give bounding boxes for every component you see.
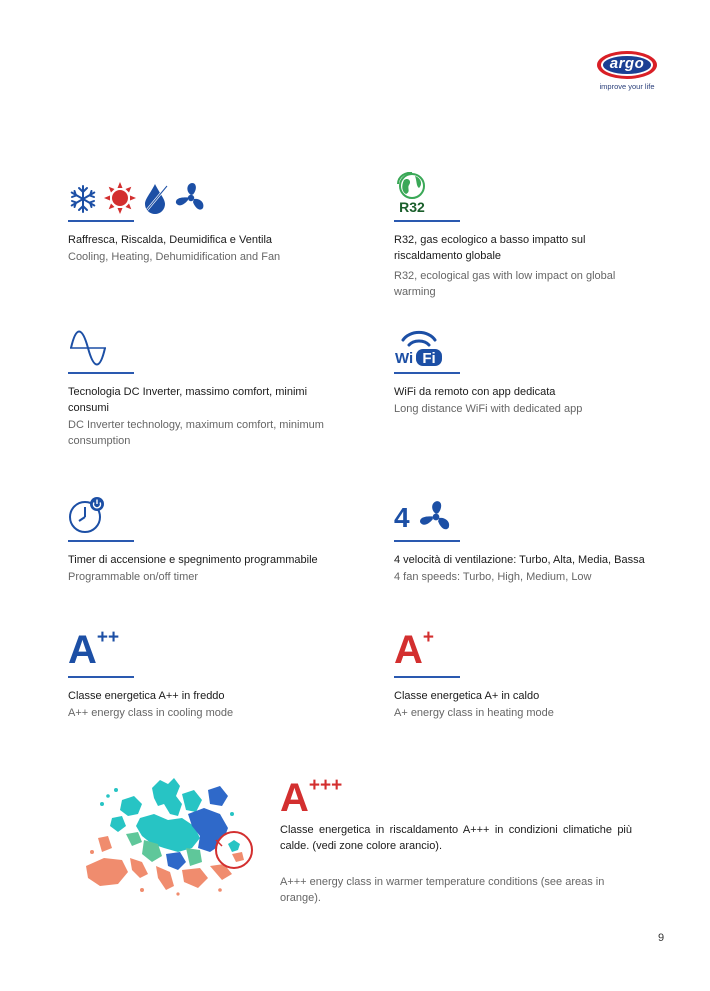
feature-wifi-it: WiFi da remoto con app dedicata (394, 386, 556, 398)
feature-cooling-class-it: Classe energetica A++ in freddo (68, 690, 225, 702)
feature-r32-en: R32, ecological gas with low impact on global warming (394, 270, 616, 298)
energy-class-warm (280, 775, 632, 822)
feature-fan-speeds-it: 4 velocità di ventilazione: Turbo, Alta, Media, Bassa (394, 554, 645, 566)
logo-word: argo (609, 55, 645, 72)
brand-logo (592, 48, 662, 96)
fan-icon (174, 182, 208, 214)
energy-class-heating-letter: A (394, 628, 423, 672)
fan-speed-number: 4 (394, 502, 410, 533)
page-number: 9 (658, 932, 665, 944)
feature-heating-class-it: Classe energetica A+ in caldo (394, 690, 540, 702)
feature-modes-en: Cooling, Heating, Dehumidification and Fan (68, 251, 281, 263)
feature-modes-it: Raffresca, Riscalda, Deumidifica e Ventila (68, 234, 273, 246)
sun-icon (104, 182, 136, 214)
feature-cooling-class (68, 620, 368, 721)
feature-modes (68, 164, 368, 265)
feature-timer (68, 484, 368, 585)
feature-wifi (394, 316, 694, 417)
logo-tagline: improve your life (599, 82, 655, 91)
feature-heating-warm-it: Classe energetica in riscaldamento A+++ in condizioni climatiche più calde. (vedi zone colore arancio). (280, 824, 632, 852)
feature-fan-speeds-en: 4 fan speeds: Turbo, High, Medium, Low (394, 571, 592, 583)
wifi-icon (394, 328, 444, 366)
r32-badge: R32 (399, 199, 425, 214)
feature-timer-en: Programmable on/off timer (68, 571, 199, 583)
energy-class-warm-sup: +++ (308, 775, 343, 796)
droplet-icon (142, 182, 168, 214)
europe-climate-map (82, 774, 258, 898)
feature-heating-warm-en: A+++ energy class in warmer temperature conditions (see areas in orange). (280, 876, 605, 904)
sine-wave-icon (68, 330, 108, 366)
feature-inverter (68, 316, 326, 449)
feature-inverter-en: DC Inverter technology, maximum comfort, minimum consumption (68, 419, 324, 447)
feature-r32 (394, 164, 639, 300)
feature-heating-class (394, 620, 694, 721)
feature-r32-it: R32, gas ecologico a basso impatto sul riscaldamento globale (394, 234, 586, 262)
wifi-label-wi: Wi (395, 350, 414, 366)
energy-class-heating-sup: + (422, 627, 434, 648)
feature-heating-warm-class (280, 775, 632, 906)
energy-class-cooling-sup: ++ (96, 627, 120, 648)
wifi-label-fi: Fi (422, 350, 436, 366)
feature-cooling-class-en: A++ energy class in cooling mode (68, 707, 234, 719)
snowflake-icon (68, 184, 98, 214)
feature-inverter-it: Tecnologia DC Inverter, massimo comfort, minimi consumi (68, 386, 308, 414)
feature-timer-it: Timer di accensione e spegnimento programmabile (68, 554, 318, 566)
feature-fan-speeds (394, 484, 664, 585)
energy-class-cooling-letter: A (68, 628, 97, 672)
fan-speed-icon (418, 500, 454, 534)
energy-class-warm-letter: A (280, 776, 309, 820)
r32-globe-icon (394, 172, 432, 214)
feature-heating-class-en: A+ energy class in heating mode (394, 707, 554, 719)
energy-class-heating (394, 627, 434, 672)
timer-icon (68, 496, 106, 534)
energy-class-cooling (68, 627, 120, 672)
feature-wifi-en: Long distance WiFi with dedicated app (394, 403, 583, 415)
